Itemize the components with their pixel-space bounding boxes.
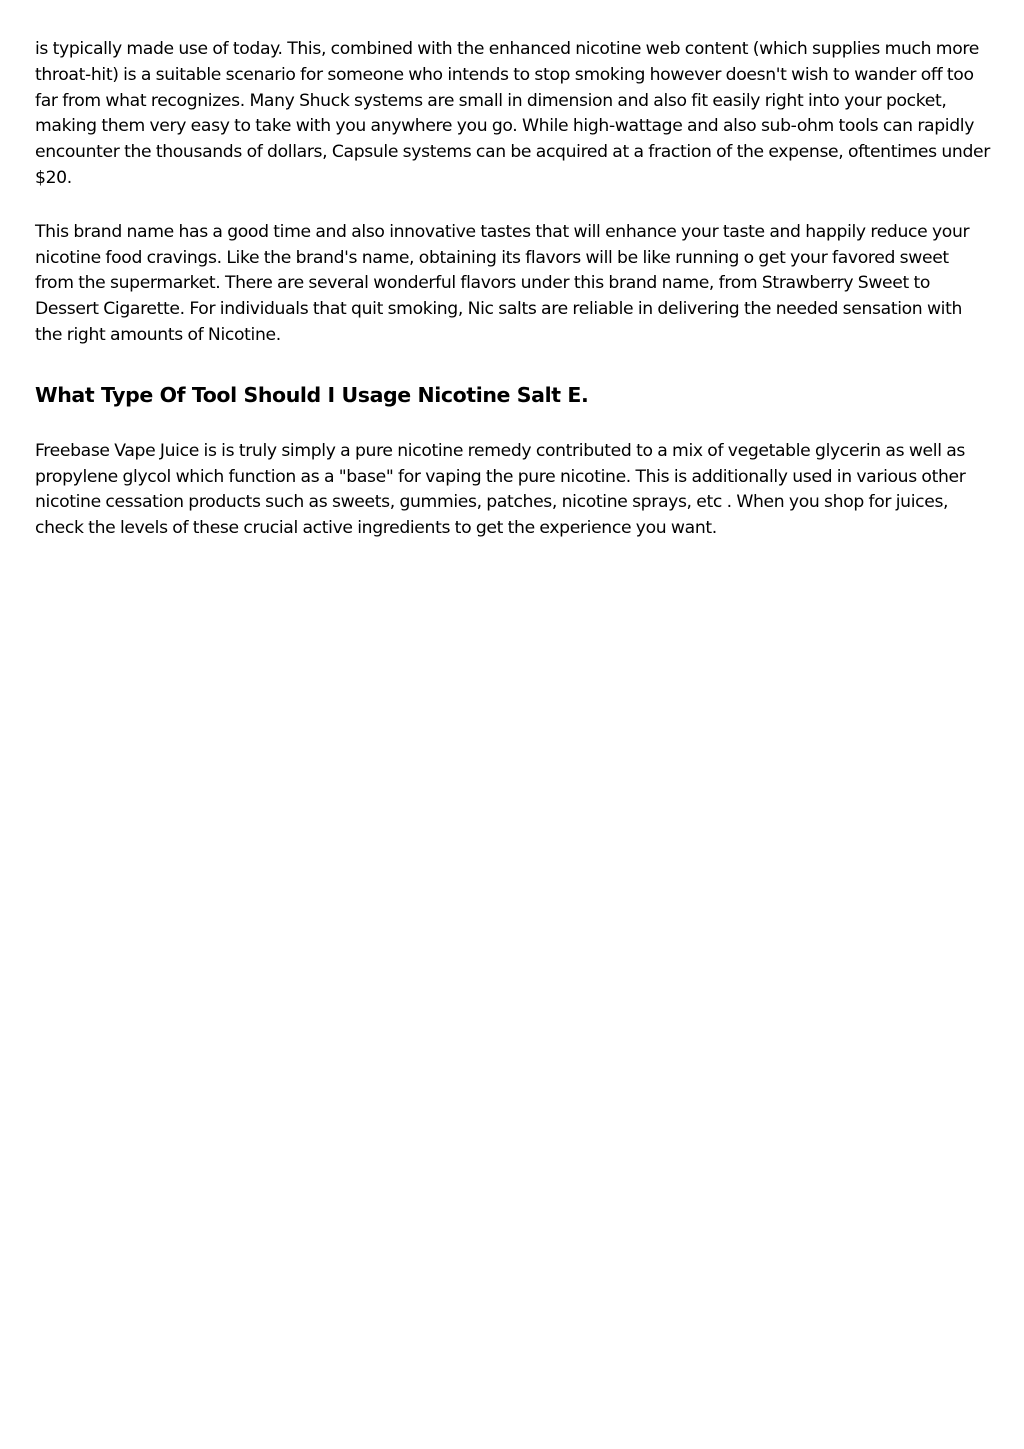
paragraph-freebase-vape-juice: Freebase Vape Juice is is truly simply a pure nicotine remedy contributed to a mix of vegetable glycerin as well as propylene glycol which function as a "base" for vaping the pure nicotine. This is additionally used in various other nicotine cessation products such as sweets, gummies, patches, nicotine sprays, etc . When you shop for juices, check the levels of these crucial active ingredients to get the experience you want. [35,440,966,539]
paragraph-pod-systems: is typically made use of today. This, combined with the enhanced nicotine web content (which supplies much more throat-hit) is a suitable scenario for someone who intends to stop smoking however doesn't wish to wander off too far from what recognizes. Many Shuck systems are small in dimension and also fit easily right into your pocket, making them very easy to take with you anywhere you go. While high-wattage and also sub-ohm tools can rapidly encounter the thousands of dollars, Capsule systems can be acquired at a fraction of the expense, oftentimes under $20. [35,39,990,188]
section-heading: What Type Of Tool Should I Usage Nicotine Salt E. [35,382,589,407]
paragraph-brand-flavors: This brand name has a good time and also innovative tastes that will enhance your taste and happily reduce your nicotine food cravings. Like the brand's name, obtaining its flavors will be like running o get your favored sweet from the supermarket. There are several wonderful flavors under this brand name, from Strawberry Sweet to Dessert Cigarette. For individuals that quit smoking, Nic salts are reliable in delivering the needed sensation with the right amounts of Nicotine. [35,221,970,345]
document-page [35,37,990,570]
